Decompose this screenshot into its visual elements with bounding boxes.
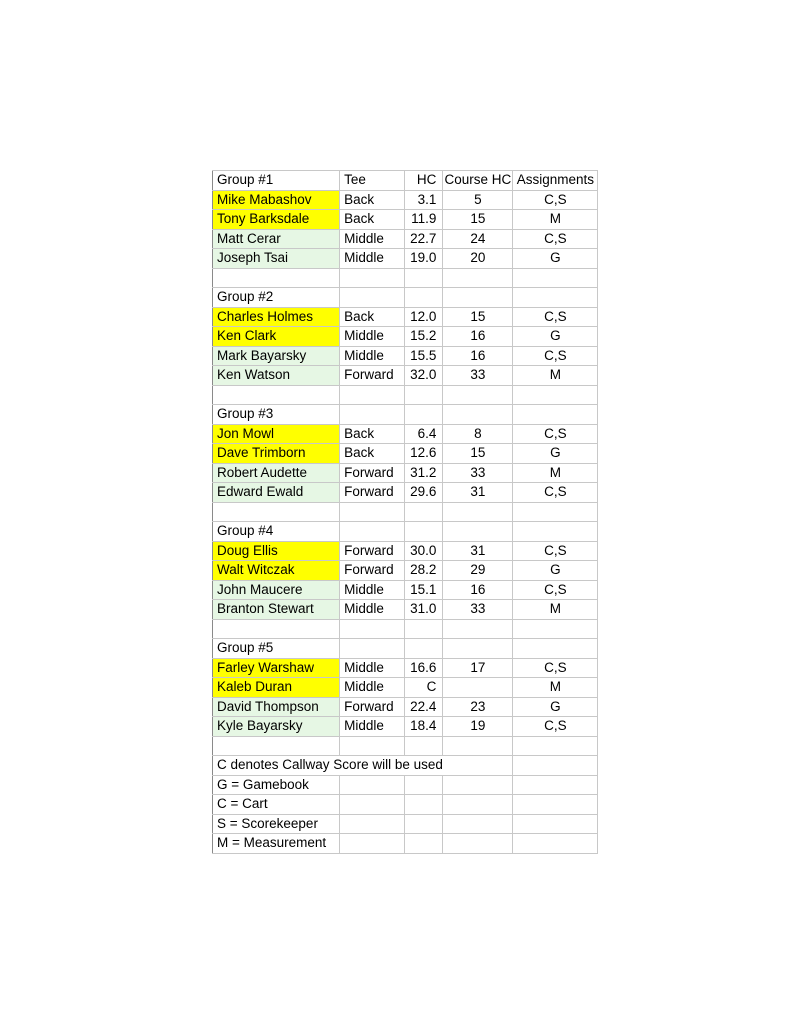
tee-cell[interactable]: Forward <box>340 366 405 386</box>
player-name-cell[interactable]: Kyle Bayarsky <box>213 717 340 737</box>
empty-cell[interactable] <box>340 775 405 795</box>
empty-cell[interactable] <box>340 385 405 405</box>
handicap-spreadsheet <box>212 170 598 854</box>
assignment-cell[interactable]: M <box>513 210 598 230</box>
course-hc-cell[interactable]: 15 <box>443 210 513 230</box>
empty-cell[interactable] <box>443 834 513 854</box>
player-row <box>213 366 598 386</box>
course-hc-cell[interactable]: 15 <box>443 307 513 327</box>
empty-cell[interactable] <box>443 756 513 776</box>
empty-cell[interactable] <box>405 814 443 834</box>
course-hc-cell[interactable]: 31 <box>443 541 513 561</box>
empty-cell[interactable] <box>443 639 513 659</box>
empty-cell[interactable] <box>340 795 405 815</box>
player-name-cell[interactable]: Edward Ewald <box>213 483 340 503</box>
legend-row <box>213 756 598 776</box>
player-row <box>213 600 598 620</box>
hc-cell[interactable]: 19.0 <box>405 249 443 269</box>
assignments-header-cell[interactable]: Assignments <box>513 171 598 191</box>
group-label-cell[interactable]: Group #1 <box>213 171 340 191</box>
hc-cell[interactable]: 12.6 <box>405 444 443 464</box>
tee-cell[interactable]: Forward <box>340 483 405 503</box>
course-hc-cell[interactable]: 33 <box>443 463 513 483</box>
player-name-cell[interactable]: Tony Barksdale <box>213 210 340 230</box>
hc-cell[interactable]: 16.6 <box>405 658 443 678</box>
course-hc-cell[interactable]: 33 <box>443 600 513 620</box>
assignment-cell[interactable]: C,S <box>513 580 598 600</box>
hc-cell[interactable]: 11.9 <box>405 210 443 230</box>
empty-cell[interactable] <box>513 385 598 405</box>
empty-cell[interactable] <box>405 385 443 405</box>
player-row <box>213 307 598 327</box>
tee-cell[interactable]: Forward <box>340 697 405 717</box>
group-label-cell[interactable]: Group #2 <box>213 288 340 308</box>
hc-cell[interactable]: 6.4 <box>405 424 443 444</box>
empty-cell[interactable] <box>513 522 598 542</box>
player-name-cell[interactable]: Mike Mabashov <box>213 190 340 210</box>
empty-cell[interactable] <box>443 405 513 425</box>
player-name-cell[interactable]: Robert Audette <box>213 463 340 483</box>
blank-row <box>213 268 598 288</box>
player-row <box>213 561 598 581</box>
assignment-cell[interactable]: C,S <box>513 658 598 678</box>
group-header-row <box>213 288 598 308</box>
empty-cell[interactable] <box>405 775 443 795</box>
player-row <box>213 580 598 600</box>
empty-cell[interactable] <box>513 834 598 854</box>
assignment-cell[interactable]: C,S <box>513 229 598 249</box>
player-name-cell[interactable]: Jon Mowl <box>213 424 340 444</box>
hc-cell[interactable]: 15.5 <box>405 346 443 366</box>
empty-cell[interactable] <box>340 834 405 854</box>
empty-cell[interactable] <box>340 639 405 659</box>
legend-row <box>213 814 598 834</box>
empty-cell[interactable] <box>443 522 513 542</box>
tee-cell[interactable]: Middle <box>340 229 405 249</box>
player-row <box>213 190 598 210</box>
player-row <box>213 678 598 698</box>
assignment-cell[interactable]: C,S <box>513 190 598 210</box>
group-label-cell[interactable]: Group #5 <box>213 639 340 659</box>
player-row <box>213 249 598 269</box>
empty-cell[interactable] <box>443 288 513 308</box>
assignment-cell[interactable]: M <box>513 366 598 386</box>
player-row <box>213 483 598 503</box>
course-hc-cell[interactable]: 24 <box>443 229 513 249</box>
empty-cell[interactable] <box>513 814 598 834</box>
course-hc-cell[interactable]: 33 <box>443 366 513 386</box>
tee-header-cell[interactable]: Tee <box>340 171 405 191</box>
empty-cell[interactable] <box>443 814 513 834</box>
empty-cell[interactable] <box>340 268 405 288</box>
empty-cell[interactable] <box>405 795 443 815</box>
assignment-cell[interactable]: C,S <box>513 424 598 444</box>
assignment-cell[interactable]: G <box>513 697 598 717</box>
assignment-cell[interactable]: G <box>513 327 598 347</box>
assignment-cell[interactable]: M <box>513 600 598 620</box>
player-name-cell[interactable]: Ken Watson <box>213 366 340 386</box>
player-name-cell[interactable]: Matt Cerar <box>213 229 340 249</box>
player-name-cell[interactable]: David Thompson <box>213 697 340 717</box>
legend-cell[interactable]: S = Scorekeeper <box>213 814 340 834</box>
course-hc-cell[interactable]: 17 <box>443 658 513 678</box>
empty-cell[interactable] <box>213 619 340 639</box>
assignment-cell[interactable]: C,S <box>513 346 598 366</box>
sheet-body <box>213 171 598 854</box>
assignment-cell[interactable]: G <box>513 249 598 269</box>
assignment-cell[interactable]: C,S <box>513 541 598 561</box>
hc-cell[interactable]: 31.0 <box>405 600 443 620</box>
hc-cell[interactable]: 32.0 <box>405 366 443 386</box>
course-hc-cell[interactable]: 29 <box>443 561 513 581</box>
player-name-cell[interactable]: Farley Warshaw <box>213 658 340 678</box>
empty-cell[interactable] <box>443 736 513 756</box>
empty-cell[interactable] <box>340 522 405 542</box>
tee-cell[interactable]: Middle <box>340 327 405 347</box>
empty-cell[interactable] <box>405 522 443 542</box>
group-header-row <box>213 639 598 659</box>
hc-cell[interactable]: 30.0 <box>405 541 443 561</box>
hc-cell[interactable]: 28.2 <box>405 561 443 581</box>
empty-cell[interactable] <box>405 619 443 639</box>
empty-cell[interactable] <box>213 385 340 405</box>
hc-cell[interactable]: 22.7 <box>405 229 443 249</box>
course-hc-header-cell[interactable]: Course HC <box>443 171 513 191</box>
tee-cell[interactable]: Back <box>340 190 405 210</box>
player-name-cell[interactable]: Branton Stewart <box>213 600 340 620</box>
player-row <box>213 444 598 464</box>
empty-cell[interactable] <box>513 502 598 522</box>
blank-row <box>213 385 598 405</box>
empty-cell[interactable] <box>405 502 443 522</box>
empty-cell[interactable] <box>340 736 405 756</box>
course-hc-cell[interactable]: 8 <box>443 424 513 444</box>
empty-cell[interactable] <box>513 288 598 308</box>
player-name-cell[interactable]: Ken Clark <box>213 327 340 347</box>
empty-cell[interactable] <box>443 268 513 288</box>
empty-cell[interactable] <box>443 775 513 795</box>
empty-cell[interactable] <box>443 619 513 639</box>
legend-cell[interactable]: G = Gamebook <box>213 775 340 795</box>
course-hc-cell[interactable]: 31 <box>443 483 513 503</box>
tee-cell[interactable]: Middle <box>340 600 405 620</box>
legend-cell[interactable]: M = Measurement <box>213 834 340 854</box>
legend-row <box>213 795 598 815</box>
hc-cell[interactable]: 12.0 <box>405 307 443 327</box>
tee-cell[interactable]: Middle <box>340 249 405 269</box>
empty-cell[interactable] <box>405 736 443 756</box>
player-row <box>213 424 598 444</box>
empty-cell[interactable] <box>443 502 513 522</box>
empty-cell[interactable] <box>513 795 598 815</box>
tee-cell[interactable]: Forward <box>340 463 405 483</box>
legend-note-cell[interactable]: C denotes Callway Score will be used <box>213 756 443 776</box>
course-hc-cell[interactable]: 16 <box>443 327 513 347</box>
course-hc-cell[interactable]: 16 <box>443 580 513 600</box>
player-name-cell[interactable]: Mark Bayarsky <box>213 346 340 366</box>
assignment-cell[interactable]: M <box>513 463 598 483</box>
player-name-cell[interactable]: Doug Ellis <box>213 541 340 561</box>
empty-cell[interactable] <box>340 814 405 834</box>
player-row <box>213 717 598 737</box>
player-name-cell[interactable]: Dave Trimborn <box>213 444 340 464</box>
hc-cell[interactable]: 18.4 <box>405 717 443 737</box>
tee-cell[interactable]: Forward <box>340 561 405 581</box>
legend-row <box>213 775 598 795</box>
tee-cell[interactable]: Back <box>340 307 405 327</box>
empty-cell[interactable] <box>513 736 598 756</box>
empty-cell[interactable] <box>513 639 598 659</box>
group-header-row <box>213 405 598 425</box>
empty-cell[interactable] <box>340 619 405 639</box>
player-row <box>213 346 598 366</box>
course-hc-cell[interactable]: 19 <box>443 717 513 737</box>
hc-cell[interactable]: 22.4 <box>405 697 443 717</box>
legend-row <box>213 834 598 854</box>
player-row <box>213 541 598 561</box>
player-row <box>213 210 598 230</box>
player-name-cell[interactable]: Joseph Tsai <box>213 249 340 269</box>
tee-cell[interactable]: Middle <box>340 580 405 600</box>
empty-cell[interactable] <box>405 268 443 288</box>
tee-cell[interactable]: Middle <box>340 717 405 737</box>
group-header-row <box>213 522 598 542</box>
course-hc-cell[interactable]: 5 <box>443 190 513 210</box>
empty-cell[interactable] <box>443 385 513 405</box>
course-hc-cell[interactable] <box>443 678 513 698</box>
hc-cell[interactable]: 15.2 <box>405 327 443 347</box>
player-name-cell[interactable]: John Maucere <box>213 580 340 600</box>
empty-cell[interactable] <box>513 268 598 288</box>
hc-cell[interactable]: C <box>405 678 443 698</box>
empty-cell[interactable] <box>213 268 340 288</box>
tee-cell[interactable]: Forward <box>340 541 405 561</box>
player-row <box>213 463 598 483</box>
hc-cell[interactable]: 3.1 <box>405 190 443 210</box>
empty-cell[interactable] <box>340 288 405 308</box>
assignment-cell[interactable]: G <box>513 561 598 581</box>
group-label-cell[interactable]: Group #3 <box>213 405 340 425</box>
blank-row <box>213 736 598 756</box>
course-hc-cell[interactable]: 16 <box>443 346 513 366</box>
hc-cell[interactable]: 29.6 <box>405 483 443 503</box>
course-hc-cell[interactable]: 15 <box>443 444 513 464</box>
empty-cell[interactable] <box>213 502 340 522</box>
empty-cell[interactable] <box>513 775 598 795</box>
player-row <box>213 229 598 249</box>
blank-row <box>213 502 598 522</box>
empty-cell[interactable] <box>405 639 443 659</box>
hc-header-cell[interactable]: HC <box>405 171 443 191</box>
empty-cell[interactable] <box>513 756 598 776</box>
empty-cell[interactable] <box>405 834 443 854</box>
player-row <box>213 658 598 678</box>
tee-cell[interactable]: Middle <box>340 678 405 698</box>
tee-cell[interactable]: Back <box>340 444 405 464</box>
assignment-cell[interactable]: C,S <box>513 307 598 327</box>
tee-cell[interactable]: Middle <box>340 346 405 366</box>
assignment-cell[interactable]: C,S <box>513 483 598 503</box>
assignment-cell[interactable]: G <box>513 444 598 464</box>
hc-cell[interactable]: 15.1 <box>405 580 443 600</box>
group-header-row <box>213 171 598 191</box>
player-row <box>213 697 598 717</box>
empty-cell[interactable] <box>443 795 513 815</box>
hc-cell[interactable]: 31.2 <box>405 463 443 483</box>
tee-cell[interactable]: Back <box>340 210 405 230</box>
empty-cell[interactable] <box>513 619 598 639</box>
blank-row <box>213 619 598 639</box>
empty-cell[interactable] <box>405 288 443 308</box>
empty-cell[interactable] <box>340 502 405 522</box>
player-name-cell[interactable]: Kaleb Duran <box>213 678 340 698</box>
empty-cell[interactable] <box>513 405 598 425</box>
group-label-cell[interactable]: Group #4 <box>213 522 340 542</box>
empty-cell[interactable] <box>213 736 340 756</box>
player-name-cell[interactable]: Charles Holmes <box>213 307 340 327</box>
tee-cell[interactable]: Back <box>340 424 405 444</box>
empty-cell[interactable] <box>340 405 405 425</box>
empty-cell[interactable] <box>405 405 443 425</box>
tee-cell[interactable]: Middle <box>340 658 405 678</box>
player-row <box>213 327 598 347</box>
legend-cell[interactable]: C = Cart <box>213 795 340 815</box>
player-name-cell[interactable]: Walt Witczak <box>213 561 340 581</box>
course-hc-cell[interactable]: 20 <box>443 249 513 269</box>
course-hc-cell[interactable]: 23 <box>443 697 513 717</box>
assignment-cell[interactable]: M <box>513 678 598 698</box>
assignment-cell[interactable]: C,S <box>513 717 598 737</box>
